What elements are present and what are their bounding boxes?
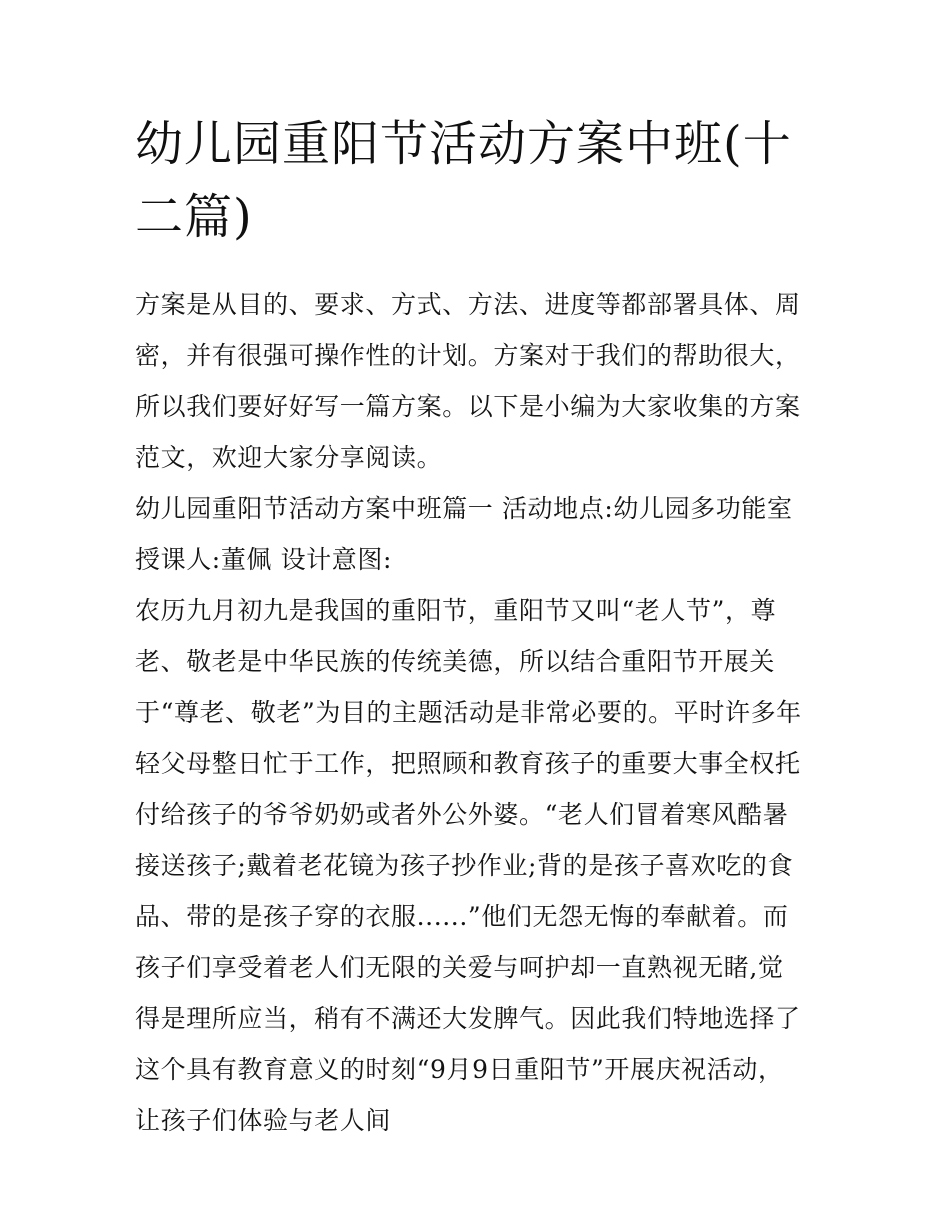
paragraph-section-heading: 幼儿园重阳节活动方案中班篇一 活动地点:幼儿园多功能室 授课人:董佩 设计意图: <box>135 494 793 574</box>
document-content <box>135 108 807 1146</box>
document-body <box>135 279 807 1146</box>
document-title: 幼儿园重阳节活动方案中班(十二篇) <box>135 116 792 245</box>
paragraph-design-intent: 农历九月初九是我国的重阳节，重阳节又叫“老人节”，尊老、敬老是中华民族的传统美德，所以结合重阳节开展关于“尊老、敬老”为目的主题活动是非常必要的。平时许多年轻父母整日忙于工作，把照顾和教育孩子的重要大事全权托付给孩子的爷爷奶奶或者外公外婆。“老人们冒着寒风酷暑接送孩子;戴着老花镜为孩子抄作业;背的是孩子喜欢吃的食品、带的是孩子穿的衣服......”他们无怨无悔的奉献着。而孩子们享受着老人们无限的关爱与呵护却一直熟视无睹,觉得是理所应当，稍有不满还大发脾气。因此我们特地选择了这个具有教育意义的时刻“9月9日重阳节”开展庆祝活动，让孩子们体验与老人间 <box>135 596 802 1135</box>
paragraph-intro: 方案是从目的、要求、方式、方法、进度等都部署具体、周密，并有很强可操作性的计划。方案对于我们的帮助很大，所以我们要好好写一篇方案。以下是小编为大家收集的方案范文，欢迎大家分享阅读。 <box>135 290 801 472</box>
